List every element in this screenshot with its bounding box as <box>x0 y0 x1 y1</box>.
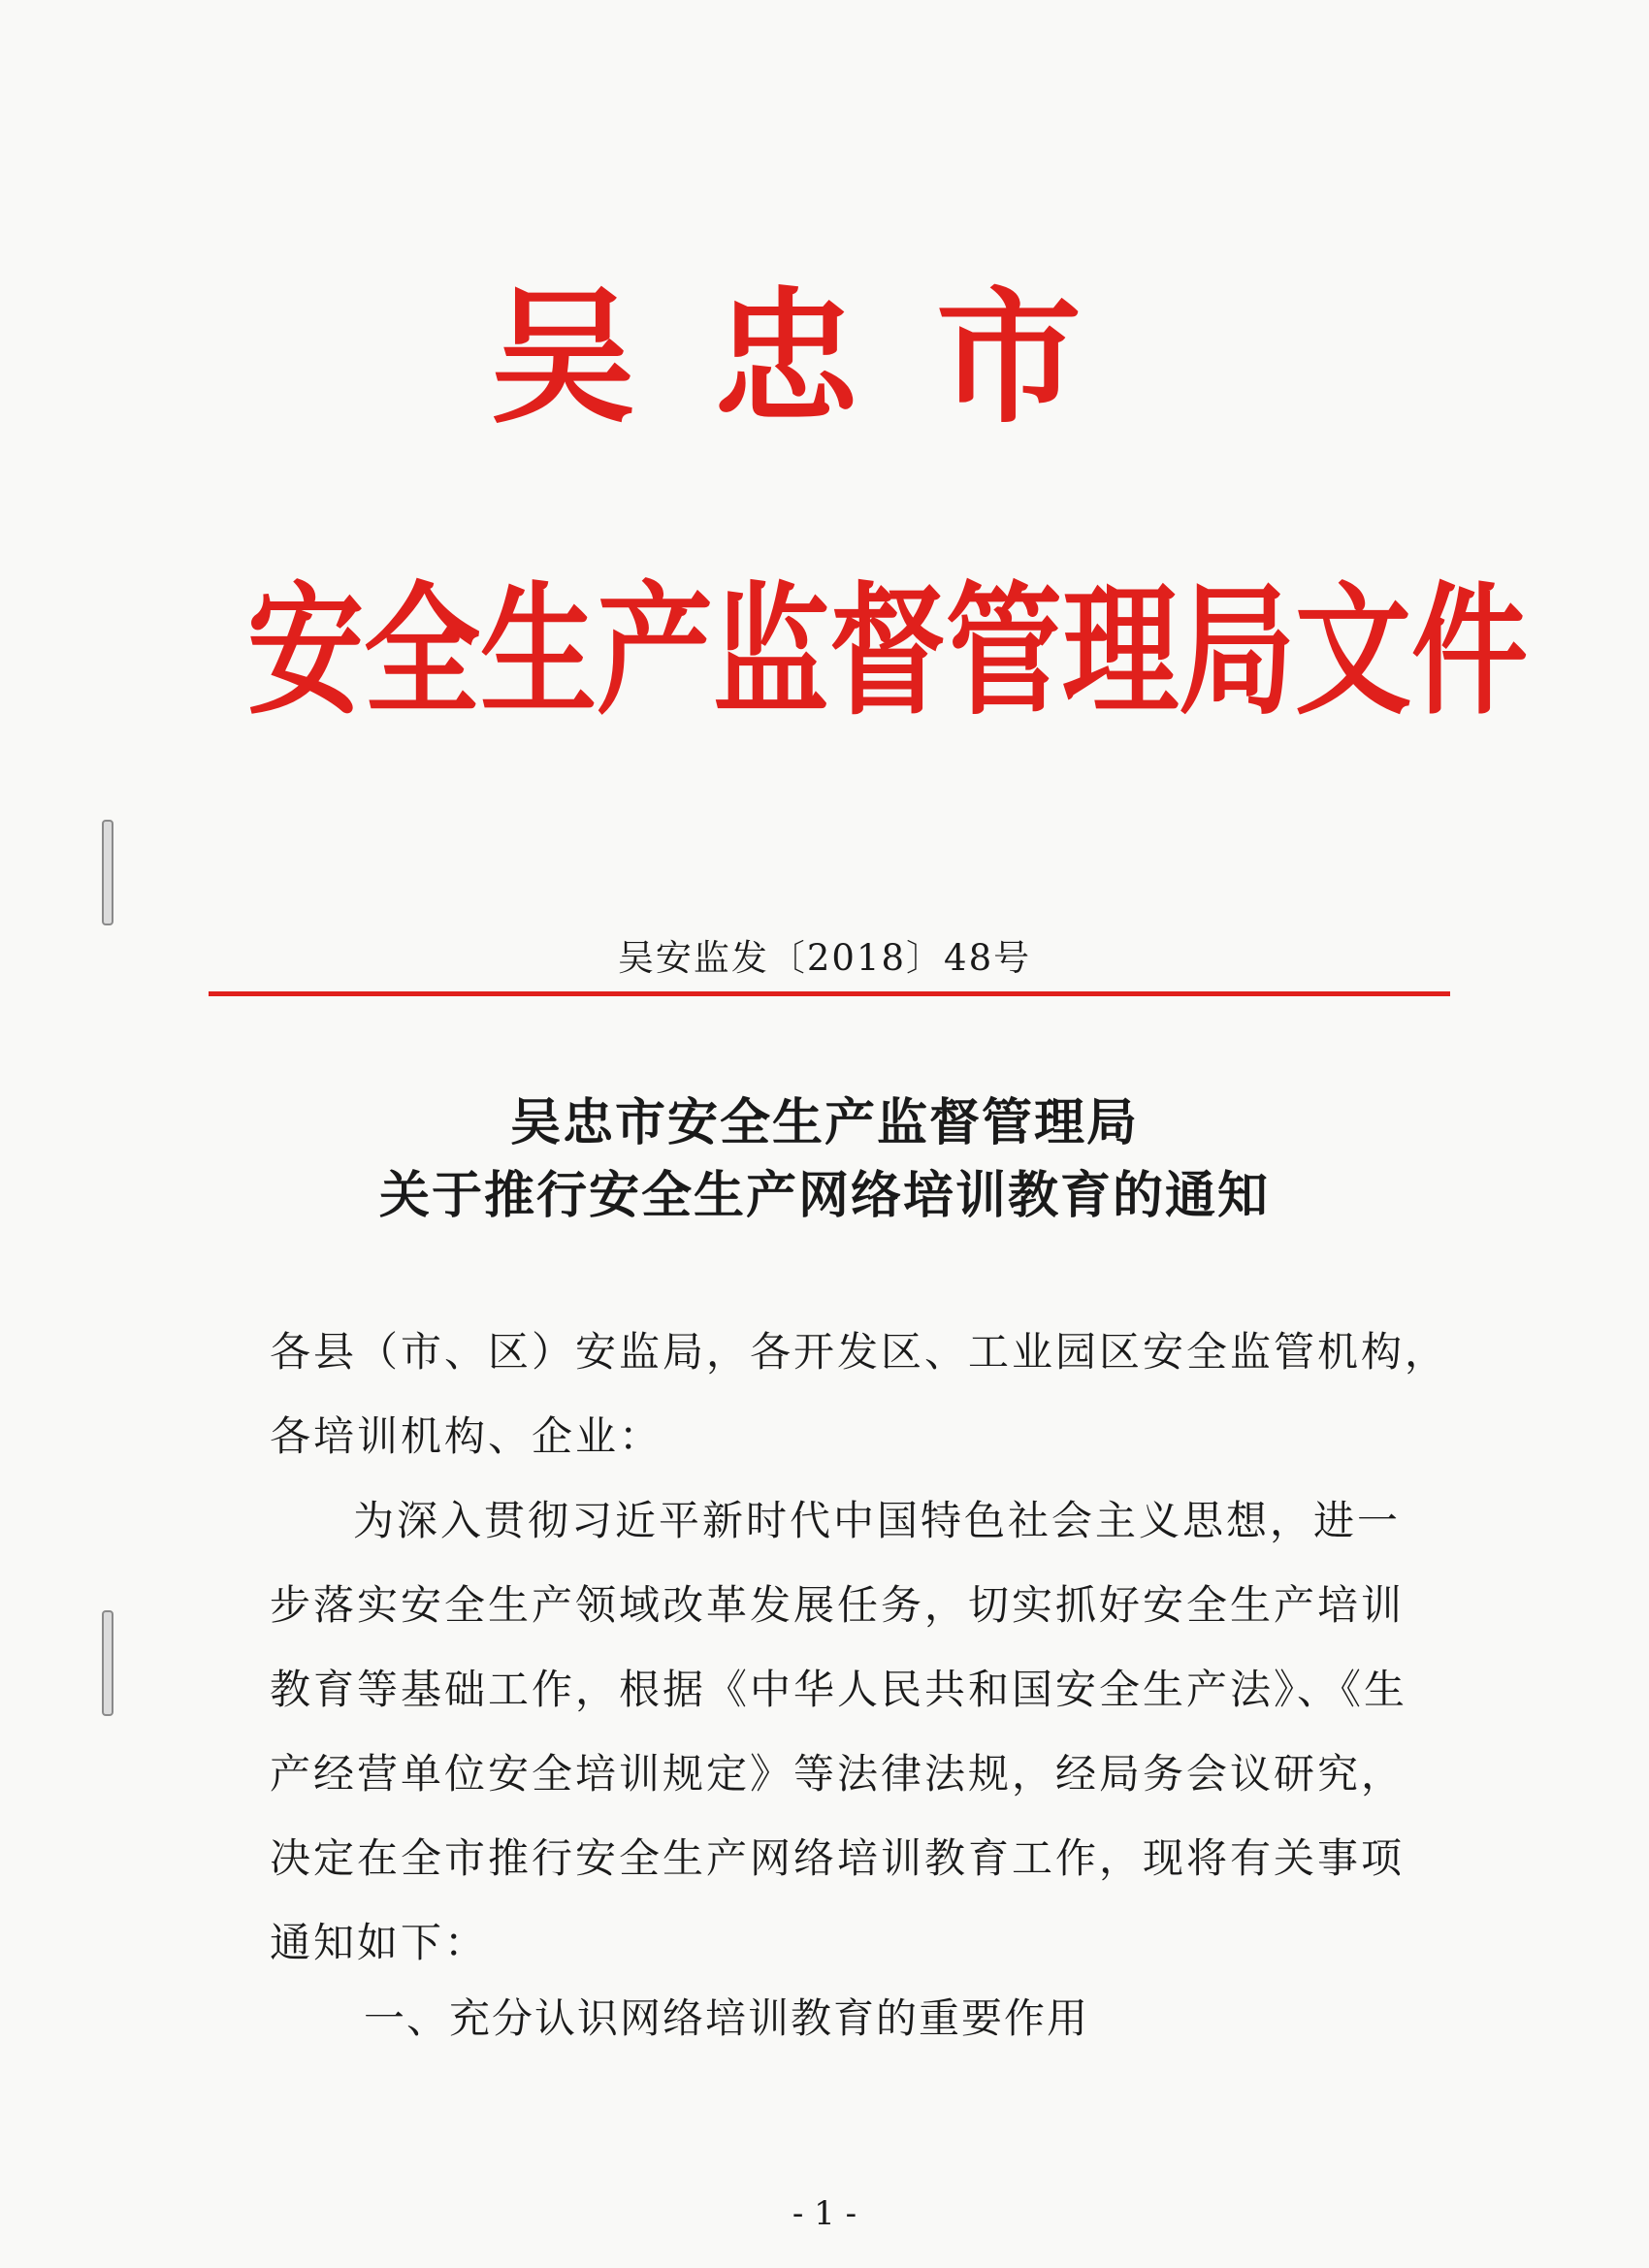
paragraph-line: 教育等基础工作，根据《中华人民共和国安全生产法》、《生 <box>270 1666 1408 1713</box>
paragraph-line: 决定在全市推行安全生产网络培训教育工作，现将有关事项 <box>270 1834 1406 1882</box>
recipients-line: 各培训机构、企业： <box>270 1412 663 1460</box>
document-number: 吴安监发〔2018〕48号 <box>617 937 1032 979</box>
section-heading: 一、充分认识网络培训教育的重要作用 <box>364 1994 1090 2042</box>
page-number: - 1 - <box>792 2194 857 2233</box>
notice-title-line1: 吴忠市安全生产监督管理局 <box>509 1093 1139 1152</box>
red-separator-line <box>209 991 1450 996</box>
header-city: 吴忠市 <box>489 275 1159 443</box>
notice-body <box>270 1310 1449 1985</box>
paragraph-line: 步落实安全生产领域改革发展任务，切实抓好安全生产培训 <box>270 1581 1406 1629</box>
paragraph-line: 为深入贯彻习近平新时代中国特色社会主义思想，进一 <box>353 1497 1402 1544</box>
notice-title-line2: 关于推行安全生产网络培训教育的通知 <box>378 1166 1270 1225</box>
paragraph-line: 通知如下： <box>270 1919 489 1966</box>
binder-hole-mark <box>102 1610 113 1716</box>
header-bureau: 安全生产监督管理局文件 <box>247 569 1528 735</box>
recipients-line: 各县（市、区）安监局，各开发区、工业园区安全监管机构， <box>270 1328 1449 1376</box>
binder-hole-mark <box>102 820 113 925</box>
paragraph-line: 产经营单位安全培训规定》等法律法规，经局务会议研究， <box>270 1750 1406 1798</box>
